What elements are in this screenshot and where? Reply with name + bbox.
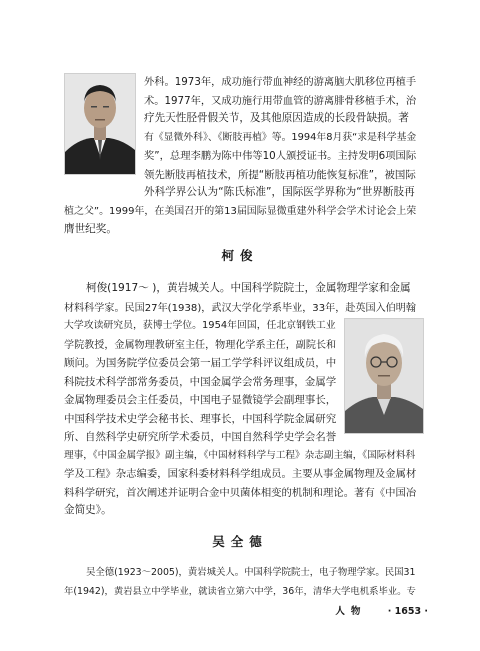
text-line: 膺世纪奖。: [64, 223, 117, 235]
text-line: 学及工程》杂志编委，国家科委材料科学组成员。主要从事金属物理及金属材: [64, 468, 417, 480]
text-line: 植之父”。1999年，在美国召开的第13届国际显微重建外科学会学术讨论会上荣: [64, 205, 417, 217]
text-line: 术。1977年，又成功施行用带血管的游离腓骨移植手术，治: [144, 94, 417, 107]
text-line: 外科。1973年，成功施行带血神经的游离脑大肌移位再植手: [144, 76, 417, 88]
text-line: 奖”，总理李鹏为陈中伟等10人颁授证书。主持发明6项国际: [144, 150, 417, 162]
text-line: 有《显微外科》、《断肢再植》等。1994年8月获“求是科学基金: [144, 131, 417, 143]
section-title-wu-quande: 吴全德: [212, 534, 268, 549]
portrait-photo-chen: [64, 73, 136, 175]
text-line: 材料科学家。民国27年(1938)，武汉大学化学系毕业，33年，赴英国入伯明翰: [64, 302, 416, 314]
text-line: 所、自然科学史研究所学术委员，中国自然科学史学会名誉: [64, 431, 337, 443]
page-number: · 1653 ·: [387, 606, 428, 617]
footer-section-label: 人物: [335, 606, 367, 617]
text-line: 疗先天性胫骨假关节，及其他原因造成的长段骨缺损。著: [144, 112, 409, 124]
text-line: 柯俊(1917～ )，黄岩城关人。中国科学院院士，金属物理学家和金属: [86, 282, 411, 294]
text-line: 顾问。为国务院学位委员会第一届工学学科评议组成员，中: [64, 357, 337, 369]
text-line: 金简史》。: [64, 504, 112, 516]
text-line: 大学攻读研究员，获博士学位。1954年回国，任北京钢铁工业: [64, 320, 336, 331]
text-line: 学院教授，金属物理教研室主任，物理化学系主任，副院长和: [64, 339, 337, 351]
text-line: 吴全德(1923～2005)，黄岩城关人。中国科学院院士，电子物理学家。民国31: [86, 567, 416, 578]
text-line: 理事，《中国金属学报》副主编，《中国材料科学与工程》杂志副主编，《国际材料科: [64, 449, 416, 461]
portrait-photo-ke-jun: [344, 318, 424, 434]
text-line: 科院技术科学部常务委员，中国金属学会常务理事，金属学: [64, 375, 337, 388]
section-title-ke-jun: 柯俊: [221, 248, 259, 263]
page-footer: [335, 603, 428, 617]
text-line: 中国科学技术史学会秘书长、理事长，中国科学院金属研究: [64, 412, 337, 425]
text-line: 年(1942)，黄岩县立中学毕业，就读省立第六中学，36年，清华大学电机系毕业。专: [64, 585, 416, 597]
text-line: 料科学研究，首次阐述并证明合金中贝菌体相变的机制和理论。著有《中国冶: [64, 486, 417, 499]
text-line: 金属物理委员会主任委员，中国电子显微镜学会副理事长，: [64, 394, 337, 406]
text-line: 领先断肢再植技术，所提“断肢再植功能恢复标准”，被国际: [144, 168, 416, 181]
text-line: 外科学界公认为“陈氏标准”，国际医学界称为“世界断肢再: [144, 186, 415, 198]
